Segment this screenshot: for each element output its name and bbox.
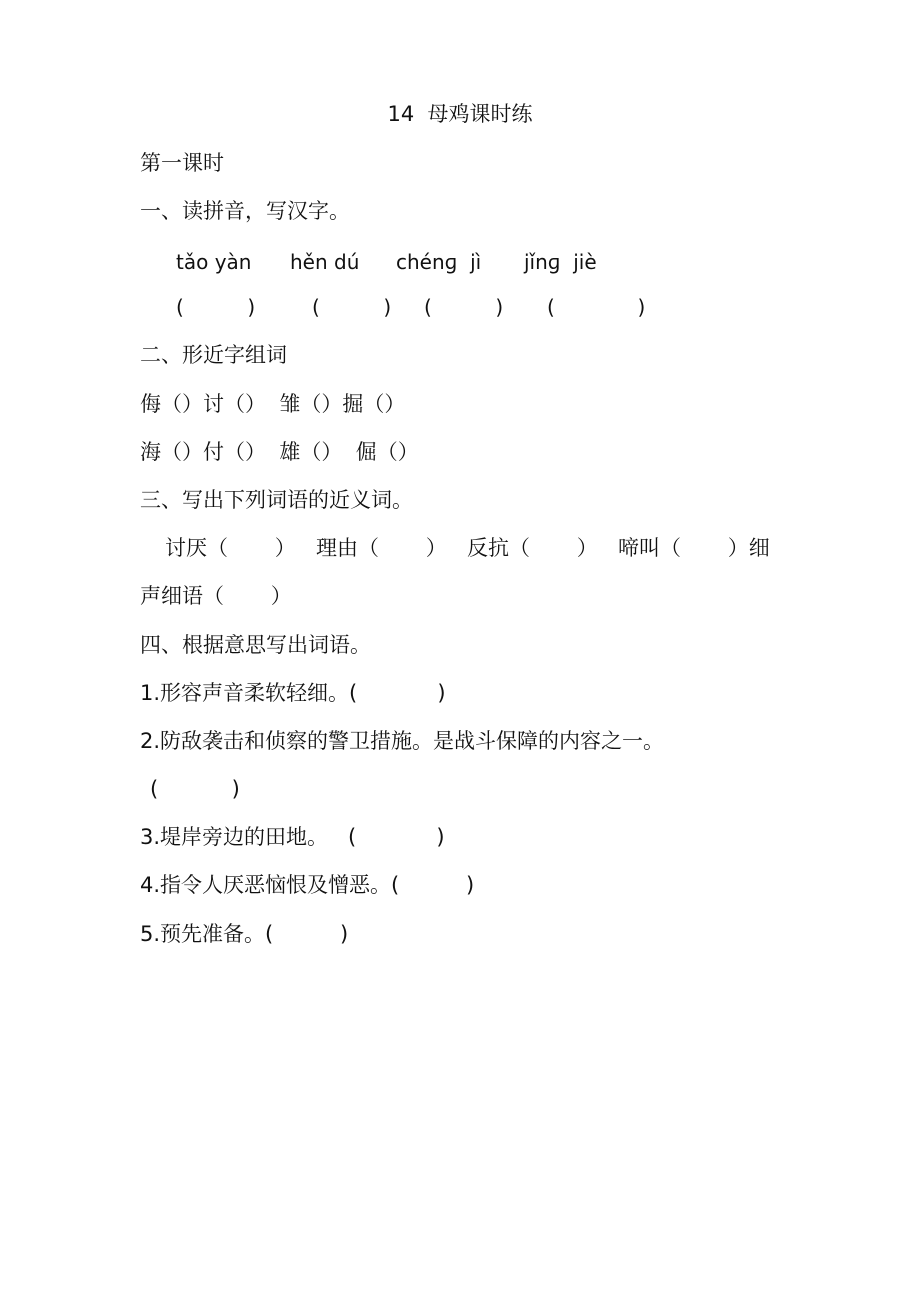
- question-3: 3.堤岸旁边的田地。 ( ): [140, 825, 445, 849]
- answer-blank: ( ): [176, 295, 256, 319]
- question-5: 5.预先准备。( ): [140, 922, 349, 946]
- question-4: 4.指令人厌恶恼恨及憎恶。( ): [140, 873, 475, 897]
- pinyin-item: jǐnɡ jiè: [524, 250, 597, 274]
- section3-heading: 三、写出下列词语的近义词。: [140, 488, 413, 512]
- pinyin-item: tǎo yàn: [176, 250, 252, 274]
- synonym-item: 反抗（ ）: [467, 536, 598, 560]
- section1-heading: 一、读拼音，写汉字。: [140, 199, 350, 223]
- synonym-item: 理由（ ）: [316, 536, 447, 560]
- answer-blank: ( ): [424, 295, 504, 319]
- similar-chars-row: 侮（）讨（） 雏（）掘（）: [140, 392, 406, 416]
- answer-blanks-row: [0, 293, 920, 321]
- answer-blank: ( ): [312, 295, 392, 319]
- section2-heading: 二、形近字组词: [140, 343, 287, 367]
- question-2: 2.防敌袭击和侦察的警卫措施。是战斗保障的内容之一。: [140, 729, 665, 753]
- pinyin-item: chénɡ jì: [396, 250, 482, 274]
- synonym-item: 讨厌（ ）: [165, 536, 296, 560]
- lesson-label: 第一课时: [140, 151, 224, 175]
- worksheet-title: 14 母鸡课时练: [387, 102, 533, 126]
- pinyin-item: hěn dú: [290, 250, 360, 274]
- synonym-row: [0, 534, 920, 562]
- similar-chars-row: 海（）付（） 雄（） 倔（）: [140, 440, 419, 464]
- pinyin-row: [176, 248, 676, 276]
- question-1: 1.形容声音柔软轻细。( ): [140, 681, 446, 705]
- section4-heading: 四、根据意思写出词语。: [140, 633, 371, 657]
- synonym-item: 啼叫（ ）细: [618, 536, 770, 560]
- answer-blank: ( ): [547, 295, 646, 319]
- question-2-blank: ( ): [150, 777, 240, 801]
- synonym-wrap: 声细语（ ）: [140, 584, 292, 608]
